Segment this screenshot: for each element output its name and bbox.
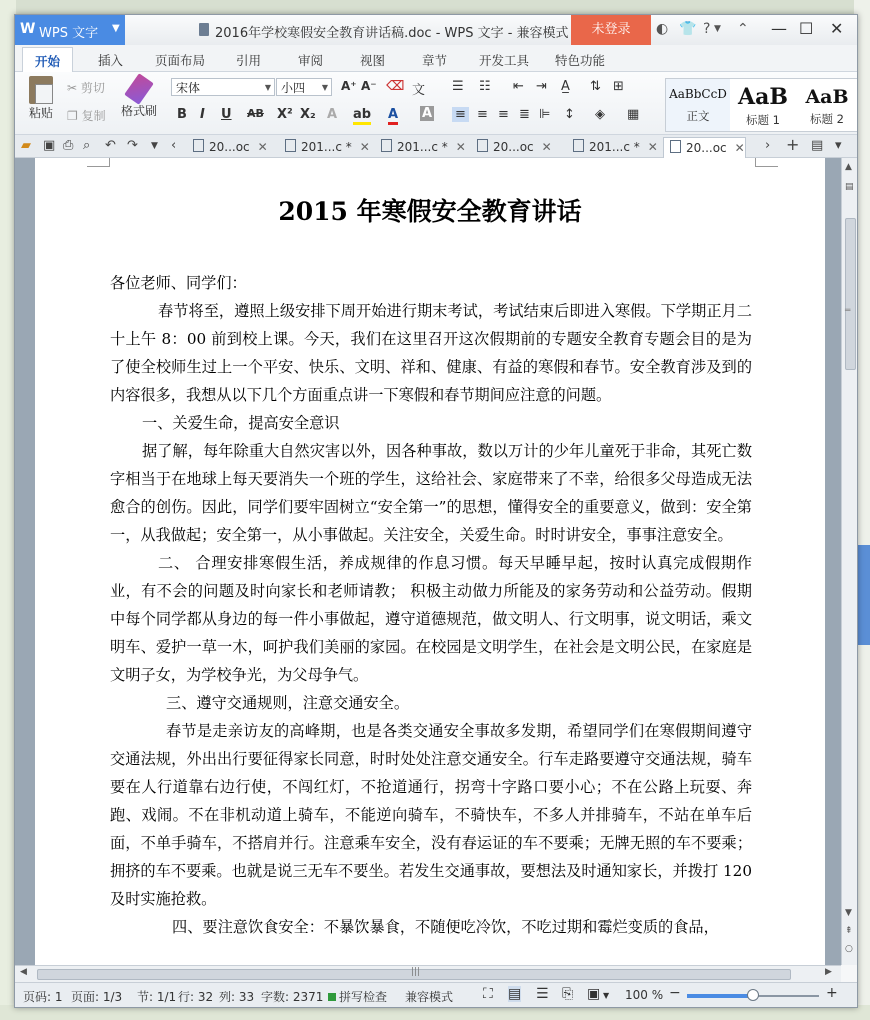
help-menu-chevron-icon[interactable]: ▼ xyxy=(714,24,721,34)
tab-chapter[interactable]: 章节 xyxy=(422,53,448,68)
document-body[interactable] xyxy=(110,269,752,941)
font-name-value: 宋体 xyxy=(176,81,201,95)
paste-button[interactable] xyxy=(23,76,59,121)
paragraph-section-3: 春节是走亲访友的高峰期，也是各类交通安全事故多发期，希望同学们在寒假期间遵守交通法规，外出出行要征得家长同意，时时处处注意交通安全。行车走路要遵守交通法规，骑车要在人行道靠右边行使，不闯红灯，不抢道通行，拐弯十字路口要小心；不在公路上玩耍、奔跑、戏闹。不在非机动道上骑车，不能逆向骑车，不骑快车，不多人并排骑车，不站在单车后面，不单手骑车，不搭肩并行。注意乘车安全，没有春运证的车不要乘；无牌无照的车不要乘；拥挤的车不要乘。也就是说三无车不要坐。若发生交通事故，要想法及时通知家长，并拨打 120 及时实施抢救。 xyxy=(110,722,752,908)
highlight-icon[interactable]: ab xyxy=(353,107,371,125)
tab-view[interactable]: 视图 xyxy=(360,53,386,68)
font-name-select[interactable] xyxy=(171,78,275,96)
spell-check-toggle[interactable] xyxy=(328,988,387,1005)
style-heading-2[interactable] xyxy=(796,79,858,131)
clear-format-icon[interactable]: ⌫ xyxy=(386,79,405,94)
paragraph-section-4: 四、要注意饮食安全：不暴饮暴食，不随便吃冷饮，不吃过期和霉烂变质的食品， xyxy=(172,918,719,936)
status-compat-mode: 兼容模式 xyxy=(405,990,454,1004)
distributed-icon[interactable]: ⊫ xyxy=(539,107,551,122)
help-button[interactable]: ? xyxy=(703,21,711,37)
document-icon xyxy=(670,140,681,153)
cut-button[interactable] xyxy=(67,79,105,96)
scroll-left-icon[interactable]: ◀ xyxy=(20,967,27,977)
style-heading-1-sample: AaB xyxy=(738,84,788,110)
tab-scroll-left-icon[interactable]: ‹ xyxy=(171,138,177,153)
bullet-list-icon[interactable]: ☰ xyxy=(452,79,464,94)
tab-review[interactable]: 审阅 xyxy=(298,53,324,68)
chinese-layout-icon[interactable]: A̲ xyxy=(561,79,570,94)
style-heading-2-label: 标题 2 xyxy=(810,112,844,126)
status-bar xyxy=(15,982,857,1008)
document-title: 2015 年寒假安全教育讲话 xyxy=(278,197,582,226)
app-name: WPS 文字 xyxy=(39,26,99,41)
zoom-in-icon[interactable]: + xyxy=(826,985,838,1001)
font-color-icon[interactable]: A xyxy=(388,107,398,125)
scroll-up-icon[interactable]: ▲ xyxy=(845,162,852,172)
doc-tab-5[interactable] xyxy=(567,137,658,157)
close-icon[interactable]: ✕ xyxy=(257,140,268,154)
superscript-icon[interactable]: X² xyxy=(277,107,293,122)
reading-mode-icon[interactable]: ▣ xyxy=(587,986,601,1002)
increase-indent-icon[interactable]: ⇥ xyxy=(536,79,547,94)
heading-section-1: 一、关爱生命，提高安全意识 xyxy=(142,414,340,432)
page-view-icon[interactable]: ▤ xyxy=(508,986,522,1002)
scroll-right-icon[interactable]: ▶ xyxy=(825,967,832,977)
status-word-count[interactable]: 字数: 2371 xyxy=(261,990,324,1004)
paragraph-greeting: 各位老师、同学们： xyxy=(110,274,247,292)
doc-tab-3[interactable] xyxy=(375,137,466,157)
tab-developer[interactable]: 开发工具 xyxy=(479,53,530,68)
style-normal-label: 正文 xyxy=(686,109,710,123)
borders-icon[interactable]: ▦ xyxy=(627,107,640,122)
vertical-scrollbar[interactable] xyxy=(841,158,858,965)
scroll-down-icon[interactable]: ▼ xyxy=(845,908,852,918)
styles-gallery xyxy=(665,78,858,132)
style-normal[interactable] xyxy=(666,79,730,131)
char-shading-icon[interactable]: A xyxy=(422,106,433,121)
sort-icon[interactable]: ⇅ xyxy=(590,79,601,94)
doc-tab-1[interactable] xyxy=(187,137,268,157)
subscript-icon[interactable]: X₂ xyxy=(300,107,316,122)
check-icon xyxy=(328,993,336,1001)
paste-icon xyxy=(29,76,53,104)
style-heading-1-label: 标题 1 xyxy=(746,113,780,127)
scissors-icon: ✂ xyxy=(67,81,78,95)
document-tab-bar xyxy=(15,135,857,158)
tab-menu-icon[interactable]: ▾ xyxy=(835,138,842,153)
scroll-grip-icon: ||| xyxy=(411,967,421,977)
underline-icon[interactable]: U xyxy=(221,107,232,122)
align-center-icon[interactable]: ≡ xyxy=(477,107,488,122)
corner-mark xyxy=(87,158,110,167)
font-size-select[interactable] xyxy=(276,78,332,96)
wps-logo-icon: W xyxy=(20,21,36,37)
zoom-out-icon[interactable]: − xyxy=(669,985,681,1001)
italic-icon[interactable]: I xyxy=(200,107,205,122)
collapse-ribbon-icon[interactable]: ⌃ xyxy=(737,21,749,37)
doc-tab-label: 20...oc xyxy=(686,141,727,155)
style-heading-2-sample: AaB xyxy=(805,86,849,108)
doc-tab-2[interactable] xyxy=(279,137,370,157)
doc-tab-label: 201...c * xyxy=(301,140,352,154)
title-bar xyxy=(15,15,857,45)
cut-label: 剪切 xyxy=(80,81,105,95)
align-right-icon[interactable]: ≡ xyxy=(498,107,509,122)
doc-tab-label: 20...oc xyxy=(493,140,534,154)
style-normal-sample: AaBbCcD xyxy=(669,87,727,101)
ribbon-home xyxy=(15,72,857,135)
phonetic-guide-icon[interactable]: 文 xyxy=(412,83,426,98)
window-title: 2016年学校寒假安全教育讲话稿.doc - WPS 文字 - 兼容模式 xyxy=(215,26,569,41)
save-icon[interactable]: ▣ xyxy=(43,138,56,153)
app-menu-button[interactable] xyxy=(15,15,125,45)
status-pages: 页面: 1/3 xyxy=(71,990,123,1004)
print-icon[interactable]: ⎙ xyxy=(63,138,74,153)
shirt-icon[interactable]: 👕 xyxy=(679,21,697,37)
spell-check-label: 拼写检查 xyxy=(339,990,388,1004)
zoom-slider-fill xyxy=(687,994,753,998)
font-size-value: 小四 xyxy=(281,81,306,95)
close-icon[interactable]: ✕ xyxy=(830,19,844,38)
wps-writer-window xyxy=(14,14,858,1008)
paragraph-intro: 春节将至，遵照上级安排下周开始进行期末考试，考试结束后即进入寒假。下学期正月二十上午 8：00 前到校上课。今天，我们在这里召开这次假期前的专题安全教育专题会目的是为了使全校师生过上一个平安、快乐、文明、祥和、健康、有益的寒假和春节。安全教育涉及到的内容很多，我想从以下几个方面重点讲一下寒假和春节期间应注意的问题。 xyxy=(110,302,752,404)
skin-icon[interactable]: ◐ xyxy=(656,21,669,37)
zoom-level: 100 % xyxy=(625,988,664,1002)
previous-page-icon[interactable]: ⇞ xyxy=(845,926,853,936)
maximize-icon[interactable]: ☐ xyxy=(799,19,814,38)
status-section: 节: 1/1 xyxy=(137,990,177,1004)
strikethrough-icon[interactable]: AB xyxy=(247,107,264,120)
paragraph-section-2: 二、 合理安排寒假生活，养成规律的作息习惯。每天早睡早起，按时认真完成假期作业，有不会的问题及时向家长和老师请教； 积极主动做力所能及的家务劳动和公益劳动。假期中每个同学都从身边的每一件小事做起，遵守道德规范，做文明人、行文明事，说文明话，乘文明车、爱护一草一木，呵护我们美丽的家园。在校园是文明学生，在社会是文明公民，在家庭是文明子女，为学校争光，为父母争气。 xyxy=(110,554,752,684)
text-effect-icon[interactable]: A xyxy=(327,107,338,122)
grow-font-icon[interactable]: A⁺ xyxy=(341,79,357,93)
outline-view-icon[interactable]: ☰ xyxy=(536,986,549,1002)
doc-tab-label: 201...c * xyxy=(589,140,640,154)
scrollbar-option-icon[interactable]: ▤ xyxy=(845,182,854,192)
undo-icon[interactable]: ↶ xyxy=(105,138,116,153)
horizontal-scrollbar[interactable] xyxy=(15,965,841,982)
tab-insert[interactable]: 插入 xyxy=(98,53,124,68)
tab-references[interactable]: 引用 xyxy=(236,53,262,68)
tab-scroll-right-icon[interactable]: › xyxy=(765,138,771,153)
tab-home[interactable]: 开始 xyxy=(22,47,73,75)
document-icon xyxy=(381,139,392,152)
document-canvas[interactable] xyxy=(15,158,841,965)
scroll-thumb[interactable] xyxy=(845,218,856,370)
numbered-list-icon[interactable]: ☷ xyxy=(479,79,491,94)
copy-icon: ❐ xyxy=(67,109,78,123)
doc-tab-label: 201...c * xyxy=(397,140,448,154)
tab-page-layout[interactable]: 页面布局 xyxy=(155,53,206,68)
align-left-icon[interactable]: ≡ xyxy=(452,107,469,122)
select-browse-object-icon[interactable]: ○ xyxy=(845,944,853,954)
chevron-down-icon: ▼ xyxy=(112,23,120,34)
paste-label: 粘贴 xyxy=(28,106,53,120)
chevron-down-icon[interactable]: ▼ xyxy=(603,991,610,1000)
chevron-down-icon: ▼ xyxy=(264,83,271,92)
status-page-code: 页码: 1 xyxy=(23,990,63,1004)
document-icon xyxy=(477,139,488,152)
tab-special[interactable]: 特色功能 xyxy=(555,53,606,68)
justify-icon[interactable]: ≣ xyxy=(519,107,530,122)
status-row: 行: 32 xyxy=(178,990,214,1004)
ribbon-tab-bar xyxy=(15,45,857,72)
zoom-slider-handle[interactable] xyxy=(747,989,759,1001)
doc-tab-label: 20...oc xyxy=(209,140,250,154)
web-view-icon[interactable]: ⎘ xyxy=(562,986,574,1002)
close-icon[interactable]: ✕ xyxy=(647,140,658,154)
bold-icon[interactable]: B xyxy=(177,107,187,122)
status-column: 列: 33 xyxy=(219,990,255,1004)
copy-button[interactable] xyxy=(67,107,106,124)
paragraph-section-1: 据了解，每年除重大自然灾害以外，因各种事故，数以万计的少年儿童死于非命，其死亡数字相当于在地球上每天要消失一个班的学生，这给社会、家庭带来了不幸，给很多父母造成无法愈合的创伤。因此，同学们要牢固树立“安全第一”的思想，懂得安全的重要意义，做到：安全第一，从我做起；安全第一，从小事做起。关注安全，关爱生命。时时讲安全，事事注意安全。 xyxy=(110,442,752,544)
document-icon xyxy=(573,139,584,152)
doc-tab-4[interactable] xyxy=(471,137,552,157)
document-icon xyxy=(193,139,204,152)
login-button[interactable]: 未登录 xyxy=(571,15,651,45)
open-folder-icon[interactable]: ▰ xyxy=(21,138,31,153)
document-icon xyxy=(285,139,296,152)
line-spacing-icon[interactable]: ↕ xyxy=(564,107,575,122)
fullscreen-view-icon[interactable]: ⛶ xyxy=(483,986,493,1002)
chevron-down-icon: ▼ xyxy=(321,83,328,92)
print-preview-icon[interactable]: ⌕ xyxy=(83,138,91,153)
document-icon xyxy=(199,23,209,36)
scroll-grip-icon: ═ xyxy=(845,306,851,316)
format-painter-label: 格式刷 xyxy=(120,104,157,118)
table-insert-icon[interactable]: ⊞ xyxy=(613,79,624,94)
tab-list-icon[interactable]: ▤ xyxy=(811,138,824,153)
shrink-font-icon[interactable]: A⁻ xyxy=(361,79,377,93)
new-tab-icon[interactable]: + xyxy=(786,135,800,154)
brush-icon xyxy=(124,73,154,105)
decrease-indent-icon[interactable]: ⇤ xyxy=(513,79,524,94)
redo-icon[interactable]: ↷ xyxy=(127,138,138,153)
close-icon[interactable]: ✕ xyxy=(541,140,552,154)
style-heading-1[interactable] xyxy=(732,79,794,131)
close-icon[interactable]: ✕ xyxy=(734,141,745,155)
close-icon[interactable]: ✕ xyxy=(359,140,370,154)
format-painter-button[interactable] xyxy=(119,76,159,119)
copy-label: 复制 xyxy=(81,109,106,123)
close-icon[interactable]: ✕ xyxy=(455,140,466,154)
minimize-icon[interactable]: — xyxy=(771,19,787,38)
heading-section-3: 三、遵守交通规则，注意交通安全。 xyxy=(166,694,409,712)
corner-mark xyxy=(755,158,778,167)
document-page[interactable] xyxy=(35,158,825,965)
shading-icon[interactable]: ◈ xyxy=(595,107,605,122)
quick-access-dropdown-icon[interactable]: ▼ xyxy=(151,141,158,151)
doc-tab-6-active[interactable] xyxy=(663,137,746,158)
